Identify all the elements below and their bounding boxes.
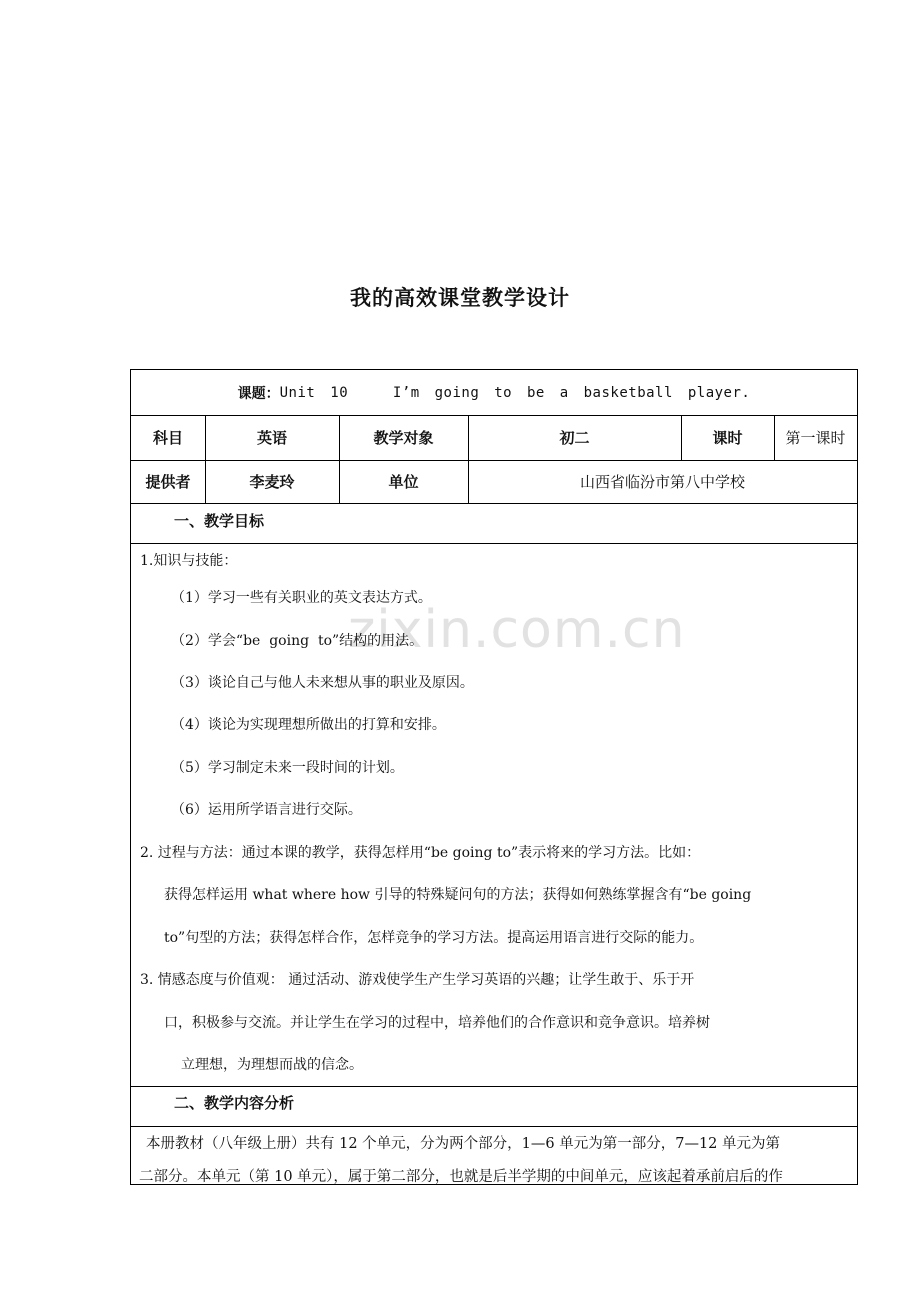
provider-value: 李麦玲 <box>249 473 295 491</box>
objective-line: （6）运用所学语言进行交际。 <box>171 802 362 818</box>
objective-line: （5）学习制定未来一段时间的计划。 <box>171 760 404 776</box>
objective-line: （1）学习一些有关职业的英文表达方式。 <box>171 590 432 606</box>
analysis-line: 本册教材（八年级上册）共有 12 个单元，分为两个部分，1—6 单元为第一部分，7—12 单元为第 <box>146 1136 781 1152</box>
period-label: 课时 <box>712 429 743 447</box>
objective-line: （2）学会“be going to”结构的用法。 <box>171 633 424 649</box>
objective-line: 2. 过程与方法：通过本课的教学，获得怎样用“be going to”表示将来的学习方法。比如： <box>140 845 701 861</box>
objective-line: to”句型的方法；获得怎样合作，怎样竞争的学习方法。提高运用语言进行交际的能力。 <box>164 930 704 946</box>
topic-value: Unit 10 I’m going to be a basketball player. <box>279 384 751 401</box>
analysis-line: 二部分。本单元（第 10 单元），属于第二部分，也就是后半学期的中间单元，应该起着承前启后的作 <box>139 1169 783 1185</box>
target-value: 初二 <box>559 429 590 447</box>
row-divider <box>131 543 857 544</box>
topic-cell <box>131 370 857 415</box>
objective-line: 获得怎样运用 what where how 引导的特殊疑问句的方法；获得如何熟练掌握含有“be going <box>164 887 752 903</box>
target-label: 教学对象 <box>373 429 434 447</box>
objective-line: （4）谈论为实现理想所做出的打算和安排。 <box>171 717 446 733</box>
objective-line: 口，积极参与交流。并让学生在学习的过程中，培养他们的合作意识和竞争意识。培养树 <box>164 1015 710 1031</box>
objective-line: 1.知识与技能： <box>140 553 238 569</box>
provider-label: 提供者 <box>145 473 191 491</box>
objective-line: （3）谈论自己与他人未来想从事的职业及原因。 <box>171 675 474 691</box>
section-heading-objectives: 一、教学目标 <box>174 512 265 530</box>
unit-label: 单位 <box>388 473 419 491</box>
row-divider <box>131 503 857 504</box>
subject-value: 英语 <box>256 429 287 447</box>
row-divider <box>131 1126 857 1127</box>
topic-label: 课题： <box>237 385 280 402</box>
subject-label: 科目 <box>152 429 183 447</box>
document-title: 我的高效课堂教学设计 <box>350 286 570 310</box>
objective-line: 立理想，为理想而战的信念。 <box>181 1057 363 1073</box>
lesson-plan-table <box>130 369 858 1185</box>
row-divider <box>131 1086 857 1087</box>
objective-line: 3. 情感态度与价值观： 通过活动、游戏使学生产生学习英语的兴趣；让学生敢于、乐于开 <box>140 972 695 988</box>
watermark: zixin.com.cn <box>348 600 686 660</box>
unit-value: 山西省临汾市第八中学校 <box>579 473 745 491</box>
period-value: 第一课时 <box>785 429 846 447</box>
section-heading-content-analysis: 二、教学内容分析 <box>174 1094 295 1112</box>
